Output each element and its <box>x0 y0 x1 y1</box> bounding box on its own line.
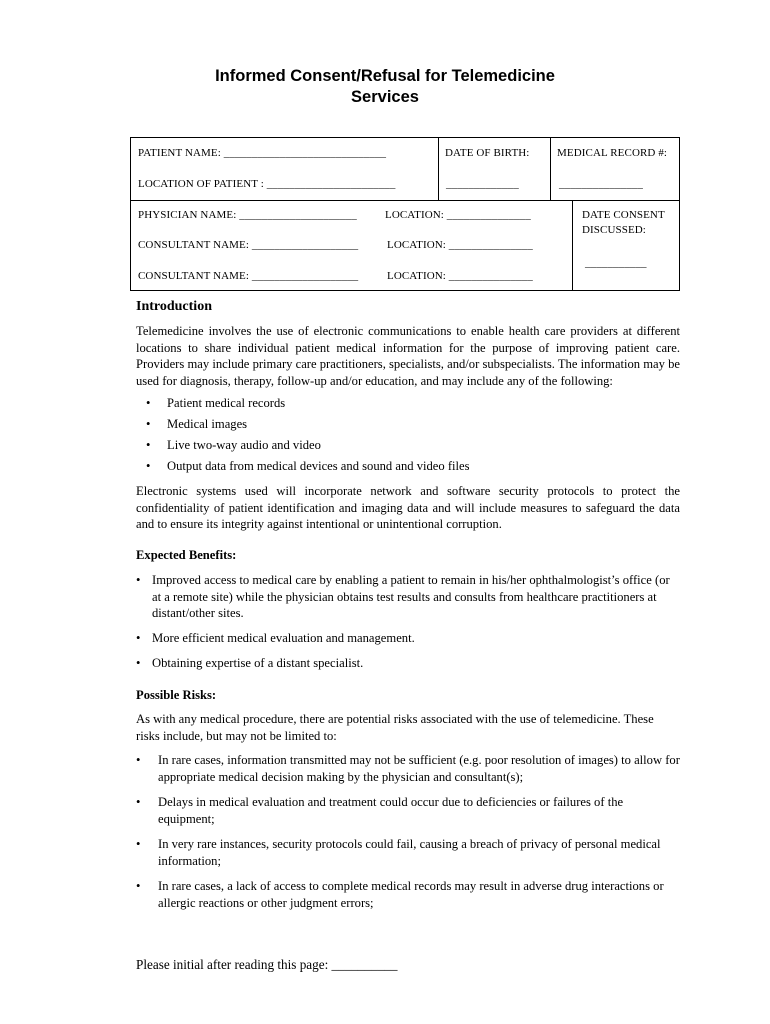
list-item: • Output data from medical devices and sound and video files <box>146 459 470 473</box>
bullet-icon: • <box>136 656 141 670</box>
location-of-patient-field[interactable]: LOCATION OF PATIENT : _______________________ <box>138 178 396 190</box>
date-consent-label: DATE CONSENT <box>582 209 665 221</box>
consultant-location-field[interactable]: LOCATION: _______________ <box>387 239 533 251</box>
list-item: • Live two-way audio and video <box>146 438 321 452</box>
introduction-closing <box>136 483 680 533</box>
list-item: • In rare cases, a lack of access to complete medical records may result in adverse drug interactions or allergic reactions or other judgment errors; <box>136 879 664 910</box>
bullet-icon: • <box>136 879 141 893</box>
table-divider <box>438 138 439 200</box>
risks-intro <box>136 711 680 744</box>
title-line-1: Informed Consent/Refusal for Telemedicine <box>215 67 555 85</box>
list-item: • More efficient medical evaluation and management. <box>136 631 415 645</box>
initial-field[interactable]: Please initial after reading this page: __________ <box>136 957 398 972</box>
consultant-name-field[interactable]: CONSULTANT NAME: ___________________ <box>138 270 359 282</box>
list-item: • In rare cases, information transmitted may not be sufficient (e.g. poor resolution of images) to allow for appropriate medical decision making by the physician and consultant(s); <box>136 753 680 784</box>
physician-name-field[interactable]: PHYSICIAN NAME: _____________________ <box>138 209 357 221</box>
bullet-icon: • <box>136 837 141 851</box>
date-of-birth-field[interactable]: _____________ <box>446 178 519 190</box>
document-title <box>0 66 770 108</box>
table-divider <box>550 138 551 200</box>
title-line-2: Services <box>351 88 419 106</box>
introduction-paragraph <box>136 323 680 389</box>
medical-record-label: MEDICAL RECORD #: <box>557 147 668 159</box>
bullet-icon: • <box>146 417 151 431</box>
list-item: • Medical images <box>146 417 248 431</box>
consultant-name-field[interactable]: CONSULTANT NAME: ___________________ <box>138 239 359 251</box>
table-divider <box>131 200 679 201</box>
list-item: • Improved access to medical care by enabling a patient to remain in his/her ophthalmologist’s office (or at a remote site) while the physician obtains test results and consults from healthcare practitioners at distant/other sites. <box>136 573 670 620</box>
bullet-icon: • <box>146 396 151 410</box>
bullet-icon: • <box>136 631 141 645</box>
risks-intro-text: As with any medical procedure, there are potential risks associated with the use of telemedicine. These risks include, but may not be limited to: <box>136 712 654 743</box>
medical-record-field[interactable]: _______________ <box>559 178 643 190</box>
table-divider <box>572 200 573 290</box>
bullet-icon: • <box>146 438 151 452</box>
date-consent-field[interactable]: ___________ <box>585 257 647 269</box>
list-item: • In very rare instances, security protocols could fail, causing a breach of privacy of personal medical information; <box>136 837 661 868</box>
consultant-location-field[interactable]: LOCATION: _______________ <box>387 270 533 282</box>
list-item: • Obtaining expertise of a distant specialist. <box>136 656 364 670</box>
bullet-icon: • <box>136 573 141 587</box>
risks-heading: Possible Risks: <box>136 688 217 702</box>
introduction-closing-text: Electronic systems used will incorporate network and software security protocols to protect the confidentiality of patient identification and imaging data and will include measures to safeguard the data and to ensure its integrity against intentional or unintentional corruption. <box>136 484 680 531</box>
bullet-icon: • <box>136 753 141 767</box>
patient-info-table <box>130 137 680 291</box>
list-item: • Delays in medical evaluation and treatment could occur due to deficiencies or failures of the equipment; <box>136 795 624 826</box>
introduction-text: Telemedicine involves the use of electronic communications to enable health care providers at different locations to share individual patient medical information for the purpose of improving patient care. Providers may include primary care practitioners, specialists, and/or subspecialists. The information may be used for diagnosis, therapy, follow-up and/or education, and may include any of the following: <box>136 324 680 388</box>
benefits-heading: Expected Benefits: <box>136 548 237 562</box>
date-of-birth-label: DATE OF BIRTH: <box>445 147 530 159</box>
bullet-icon: • <box>136 795 141 809</box>
physician-location-field[interactable]: LOCATION: _______________ <box>385 209 531 221</box>
introduction-heading: Introduction <box>136 299 212 314</box>
patient-name-field[interactable]: PATIENT NAME: _____________________________ <box>138 147 387 159</box>
bullet-icon: • <box>146 459 151 473</box>
date-consent-label-2: DISCUSSED: <box>582 224 646 236</box>
list-item: • Patient medical records <box>146 396 286 410</box>
